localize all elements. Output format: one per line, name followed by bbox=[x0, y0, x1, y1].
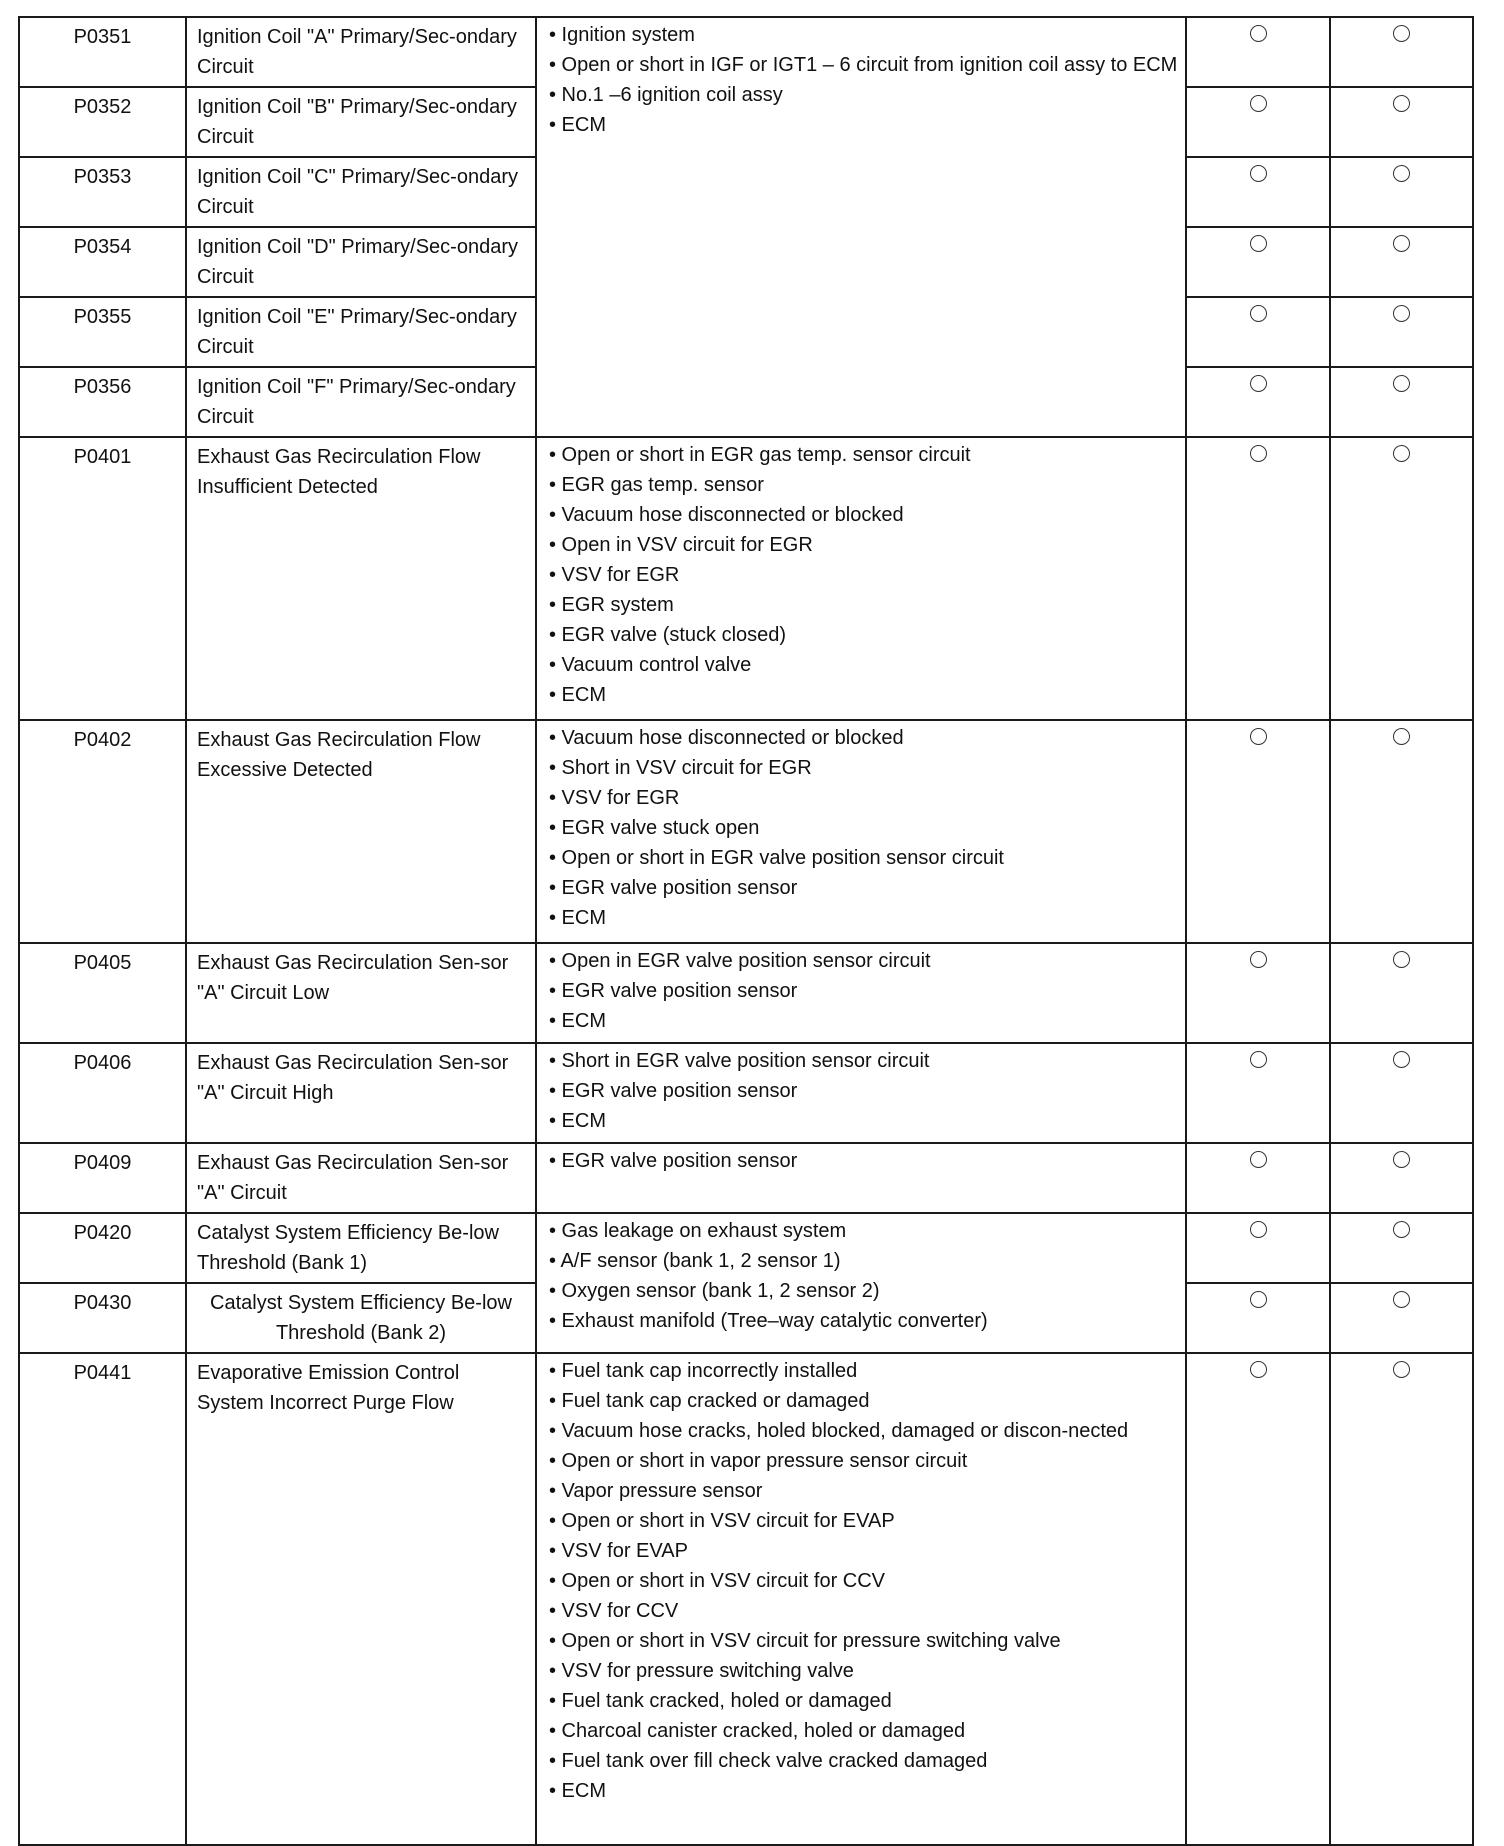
circle-mark-icon bbox=[1393, 951, 1410, 968]
detection-item: Catalyst System Efficiency Be-low Threshold (Bank 1) bbox=[186, 1213, 536, 1283]
detection-item: Ignition Coil "D" Primary/Sec-ondary Circuit bbox=[186, 227, 536, 297]
memory-mark bbox=[1330, 1353, 1473, 1845]
circle-mark-icon bbox=[1250, 375, 1267, 392]
list-item: • Open in VSV circuit for EGR bbox=[549, 534, 813, 556]
memory-mark bbox=[1330, 157, 1473, 227]
circle-mark-icon bbox=[1393, 95, 1410, 112]
list-item: • EGR valve stuck open bbox=[549, 817, 760, 839]
list-item: • Oxygen sensor (bank 1, 2 sensor 2) bbox=[549, 1280, 880, 1302]
list-item: • EGR gas temp. sensor bbox=[549, 474, 764, 496]
circle-mark-icon bbox=[1250, 1361, 1267, 1378]
detection-item: Ignition Coil "C" Primary/Sec-ondary Circuit bbox=[186, 157, 536, 227]
detection-item: Ignition Coil "A" Primary/Sec-ondary Circuit bbox=[186, 17, 536, 87]
mil-mark bbox=[1186, 87, 1330, 157]
list-item: • Vacuum hose disconnected or blocked bbox=[549, 504, 904, 526]
list-item: • Fuel tank cap cracked or damaged bbox=[549, 1390, 870, 1412]
trouble-area bbox=[536, 437, 1186, 720]
detection-item: Evaporative Emission Control System Incorrect Purge Flow bbox=[186, 1353, 536, 1845]
circle-mark-icon bbox=[1393, 445, 1410, 462]
circle-mark-icon bbox=[1393, 235, 1410, 252]
memory-mark bbox=[1330, 1143, 1473, 1213]
dtc-code: P0351 bbox=[19, 17, 186, 87]
circle-mark-icon bbox=[1393, 1151, 1410, 1168]
dtc-code: P0420 bbox=[19, 1213, 186, 1283]
detection-item: Ignition Coil "E" Primary/Sec-ondary Circuit bbox=[186, 297, 536, 367]
list-item: • VSV for pressure switching valve bbox=[549, 1660, 854, 1682]
circle-mark-icon bbox=[1250, 305, 1267, 322]
list-item: • Vapor pressure sensor bbox=[549, 1480, 763, 1502]
dtc-code: P0406 bbox=[19, 1043, 186, 1143]
trouble-area bbox=[536, 720, 1186, 943]
mil-mark bbox=[1186, 943, 1330, 1043]
dtc-table bbox=[18, 16, 1474, 1846]
list-item: • VSV for EGR bbox=[549, 564, 680, 586]
circle-mark-icon bbox=[1393, 728, 1410, 745]
dtc-code: P0402 bbox=[19, 720, 186, 943]
circle-mark-icon bbox=[1250, 1291, 1267, 1308]
dtc-code: P0356 bbox=[19, 367, 186, 437]
list-item: • Fuel tank cracked, holed or damaged bbox=[549, 1690, 892, 1712]
list-item: • Fuel tank cap incorrectly installed bbox=[549, 1360, 858, 1382]
circle-mark-icon bbox=[1250, 95, 1267, 112]
table-row bbox=[19, 1213, 1473, 1283]
mil-mark bbox=[1186, 227, 1330, 297]
detection-item: Exhaust Gas Recirculation Flow Excessive Detected bbox=[186, 720, 536, 943]
dtc-code: P0430 bbox=[19, 1283, 186, 1353]
detection-item: Exhaust Gas Recirculation Sen-sor "A" Circuit bbox=[186, 1143, 536, 1213]
memory-mark bbox=[1330, 1213, 1473, 1283]
trouble-area bbox=[536, 1143, 1186, 1213]
list-item: • ECM bbox=[549, 907, 607, 929]
list-item: • Open or short in IGF or IGT1 – 6 circuit from ignition coil assy to ECM bbox=[549, 54, 1178, 76]
list-item: • EGR valve position sensor bbox=[549, 877, 798, 899]
list-item: • Exhaust manifold (Tree–way catalytic converter) bbox=[549, 1310, 988, 1332]
circle-mark-icon bbox=[1250, 728, 1267, 745]
circle-mark-icon bbox=[1393, 1361, 1410, 1378]
trouble-area bbox=[536, 1353, 1186, 1845]
memory-mark bbox=[1330, 720, 1473, 943]
dtc-code: P0354 bbox=[19, 227, 186, 297]
trouble-area bbox=[536, 943, 1186, 1043]
mil-mark bbox=[1186, 720, 1330, 943]
dtc-code: P0405 bbox=[19, 943, 186, 1043]
detection-item: Exhaust Gas Recirculation Flow Insufficient Detected bbox=[186, 437, 536, 720]
list-item: • No.1 –6 ignition coil assy bbox=[549, 84, 783, 106]
circle-mark-icon bbox=[1393, 1291, 1410, 1308]
detection-item: Catalyst System Efficiency Be-low Threshold (Bank 2) bbox=[186, 1283, 536, 1353]
list-item: • ECM bbox=[549, 1780, 607, 1802]
mil-mark bbox=[1186, 17, 1330, 87]
circle-mark-icon bbox=[1393, 305, 1410, 322]
circle-mark-icon bbox=[1250, 1151, 1267, 1168]
table-row bbox=[19, 1353, 1473, 1845]
list-item: • Fuel tank over fill check valve cracked damaged bbox=[549, 1750, 988, 1772]
list-item: • VSV for EVAP bbox=[549, 1540, 688, 1562]
detection-item: Ignition Coil "B" Primary/Sec-ondary Circuit bbox=[186, 87, 536, 157]
list-item: • ECM bbox=[549, 1010, 607, 1032]
mil-mark bbox=[1186, 437, 1330, 720]
list-item: • Vacuum hose disconnected or blocked bbox=[549, 727, 904, 749]
list-item: • Vacuum hose cracks, holed blocked, damaged or discon-nected bbox=[549, 1420, 1129, 1442]
list-item: • Open or short in EGR gas temp. sensor circuit bbox=[549, 444, 971, 466]
detection-item: Exhaust Gas Recirculation Sen-sor "A" Circuit Low bbox=[186, 943, 536, 1043]
list-item: • VSV for CCV bbox=[549, 1600, 679, 1622]
list-item: • EGR system bbox=[549, 594, 674, 616]
circle-mark-icon bbox=[1250, 25, 1267, 42]
table-row bbox=[19, 437, 1473, 720]
list-item: • EGR valve (stuck closed) bbox=[549, 624, 787, 646]
list-item: • A/F sensor (bank 1, 2 sensor 1) bbox=[549, 1250, 841, 1272]
mil-mark bbox=[1186, 1353, 1330, 1845]
list-item: • Open or short in EGR valve position sensor circuit bbox=[549, 847, 1004, 869]
detection-item: Ignition Coil "F" Primary/Sec-ondary Circuit bbox=[186, 367, 536, 437]
table-row bbox=[19, 943, 1473, 1043]
mil-mark bbox=[1186, 1213, 1330, 1283]
mil-mark bbox=[1186, 1283, 1330, 1353]
memory-mark bbox=[1330, 943, 1473, 1043]
circle-mark-icon bbox=[1393, 25, 1410, 42]
table-row bbox=[19, 1043, 1473, 1143]
circle-mark-icon bbox=[1250, 165, 1267, 182]
memory-mark bbox=[1330, 17, 1473, 87]
list-item: • EGR valve position sensor bbox=[549, 1080, 798, 1102]
circle-mark-icon bbox=[1393, 165, 1410, 182]
mil-mark bbox=[1186, 297, 1330, 367]
table-row bbox=[19, 17, 1473, 87]
dtc-code: P0441 bbox=[19, 1353, 186, 1845]
mil-mark bbox=[1186, 157, 1330, 227]
list-item: • Open or short in VSV circuit for CCV bbox=[549, 1570, 886, 1592]
list-item: • Gas leakage on exhaust system bbox=[549, 1220, 847, 1242]
memory-mark bbox=[1330, 1283, 1473, 1353]
list-item: • Open in EGR valve position sensor circuit bbox=[549, 950, 931, 972]
list-item: • EGR valve position sensor bbox=[549, 1150, 798, 1172]
circle-mark-icon bbox=[1250, 1051, 1267, 1068]
mil-mark bbox=[1186, 367, 1330, 437]
list-item: • Short in VSV circuit for EGR bbox=[549, 757, 812, 779]
trouble-area-catalyst bbox=[536, 1213, 1186, 1353]
dtc-code: P0409 bbox=[19, 1143, 186, 1213]
memory-mark bbox=[1330, 367, 1473, 437]
circle-mark-icon bbox=[1250, 235, 1267, 252]
circle-mark-icon bbox=[1250, 445, 1267, 462]
memory-mark bbox=[1330, 1043, 1473, 1143]
circle-mark-icon bbox=[1250, 951, 1267, 968]
memory-mark bbox=[1330, 297, 1473, 367]
list-item: • ECM bbox=[549, 1110, 607, 1132]
dtc-code: P0355 bbox=[19, 297, 186, 367]
list-item: • Vacuum control valve bbox=[549, 654, 752, 676]
dtc-code: P0401 bbox=[19, 437, 186, 720]
detection-item: Exhaust Gas Recirculation Sen-sor "A" Circuit High bbox=[186, 1043, 536, 1143]
memory-mark bbox=[1330, 227, 1473, 297]
dtc-code: P0352 bbox=[19, 87, 186, 157]
circle-mark-icon bbox=[1393, 1221, 1410, 1238]
list-item: • Open or short in VSV circuit for EVAP bbox=[549, 1510, 895, 1532]
list-item: • VSV for EGR bbox=[549, 787, 680, 809]
list-item: • Ignition system bbox=[549, 24, 695, 46]
mil-mark bbox=[1186, 1143, 1330, 1213]
circle-mark-icon bbox=[1393, 1051, 1410, 1068]
table-row bbox=[19, 1143, 1473, 1213]
mil-mark bbox=[1186, 1043, 1330, 1143]
list-item: • EGR valve position sensor bbox=[549, 980, 798, 1002]
list-item: • Open or short in VSV circuit for pressure switching valve bbox=[549, 1630, 1061, 1652]
trouble-area-ignition bbox=[536, 17, 1186, 437]
memory-mark bbox=[1330, 437, 1473, 720]
list-item: • Open or short in vapor pressure sensor circuit bbox=[549, 1450, 968, 1472]
list-item: • ECM bbox=[549, 114, 607, 136]
dtc-code: P0353 bbox=[19, 157, 186, 227]
list-item: • ECM bbox=[549, 684, 607, 706]
table-row bbox=[19, 720, 1473, 943]
circle-mark-icon bbox=[1393, 375, 1410, 392]
memory-mark bbox=[1330, 87, 1473, 157]
list-item: • Short in EGR valve position sensor circuit bbox=[549, 1050, 930, 1072]
circle-mark-icon bbox=[1250, 1221, 1267, 1238]
trouble-area bbox=[536, 1043, 1186, 1143]
list-item: • Charcoal canister cracked, holed or damaged bbox=[549, 1720, 966, 1742]
